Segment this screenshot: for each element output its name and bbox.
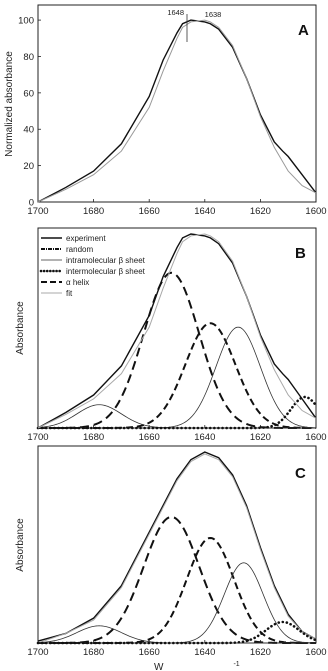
- x-tick-label-a: 1700: [27, 206, 49, 217]
- legend-label: intramolecular β sheet: [66, 256, 145, 265]
- y-tick-label-a: 40: [23, 124, 34, 136]
- x-tick-label-a: 1600: [305, 206, 327, 217]
- x-tick-label-c: 1620: [249, 647, 271, 658]
- x-tick-label-c: 1700: [27, 647, 49, 658]
- x-tick-label-b: 1680: [83, 432, 105, 443]
- legend-label: intermolecular β sheet: [66, 267, 145, 276]
- y-axis-label-b: Absorbance: [15, 301, 26, 355]
- y-tick-label-a: 20: [23, 161, 34, 173]
- panel-a: [4, 5, 327, 217]
- x-tick-label-c: 1640: [194, 647, 216, 658]
- annotation-1638: 1638: [204, 10, 222, 19]
- x-tick-label-b: 1700: [27, 432, 49, 443]
- legend-label: experiment: [66, 234, 106, 243]
- x-tick-label-b: 1640: [194, 432, 216, 443]
- y-tick-label-a: 0: [28, 197, 34, 209]
- panel-letter-c: C: [295, 465, 306, 482]
- x-tick-label-a: 1620: [249, 206, 271, 217]
- legend-label: fit: [66, 289, 73, 298]
- x-tick-label-c: 1680: [83, 647, 105, 658]
- y-axis-label-a: Normalized absorbance: [4, 51, 15, 157]
- panel-c: [15, 446, 327, 658]
- legend-label: random: [66, 245, 94, 254]
- series-line-a-line-1: [38, 20, 316, 202]
- series-line-c-thin-gray-1: [38, 454, 316, 643]
- x-tick-label-b: 1620: [249, 432, 271, 443]
- plot-frame-c: [38, 446, 316, 643]
- x-tick-label-a: 1660: [138, 206, 160, 217]
- panel-letter-b: B: [295, 245, 306, 262]
- panel-b: [15, 228, 327, 443]
- y-tick-label-a: 60: [23, 88, 34, 100]
- series-line-b-intramolecular-sheet-3: [38, 327, 316, 428]
- panel-letter-a: A: [298, 22, 309, 39]
- plot-frame-a: [38, 5, 316, 202]
- x-axis-label-partial: W $^{-1}$: [154, 661, 240, 671]
- x-tick-label-b: 1600: [305, 432, 327, 443]
- x-tick-label-a: 1640: [194, 206, 216, 217]
- y-tick-label-a: 100: [18, 15, 34, 27]
- x-tick-label-a: 1680: [83, 206, 105, 217]
- x-tick-label-c: 1660: [138, 647, 160, 658]
- x-tick-label-b: 1660: [138, 432, 160, 443]
- x-tick-label-c: 1600: [305, 647, 327, 658]
- y-axis-label-c: Absorbance: [15, 518, 26, 572]
- series-line-a-line-0: [38, 20, 316, 202]
- y-tick-label-a: 80: [23, 51, 34, 63]
- legend-label: α helix: [66, 278, 90, 287]
- legend-b: [41, 234, 146, 298]
- annotation-1648: 1648: [167, 8, 184, 17]
- series-line-b-random-1: [38, 273, 316, 428]
